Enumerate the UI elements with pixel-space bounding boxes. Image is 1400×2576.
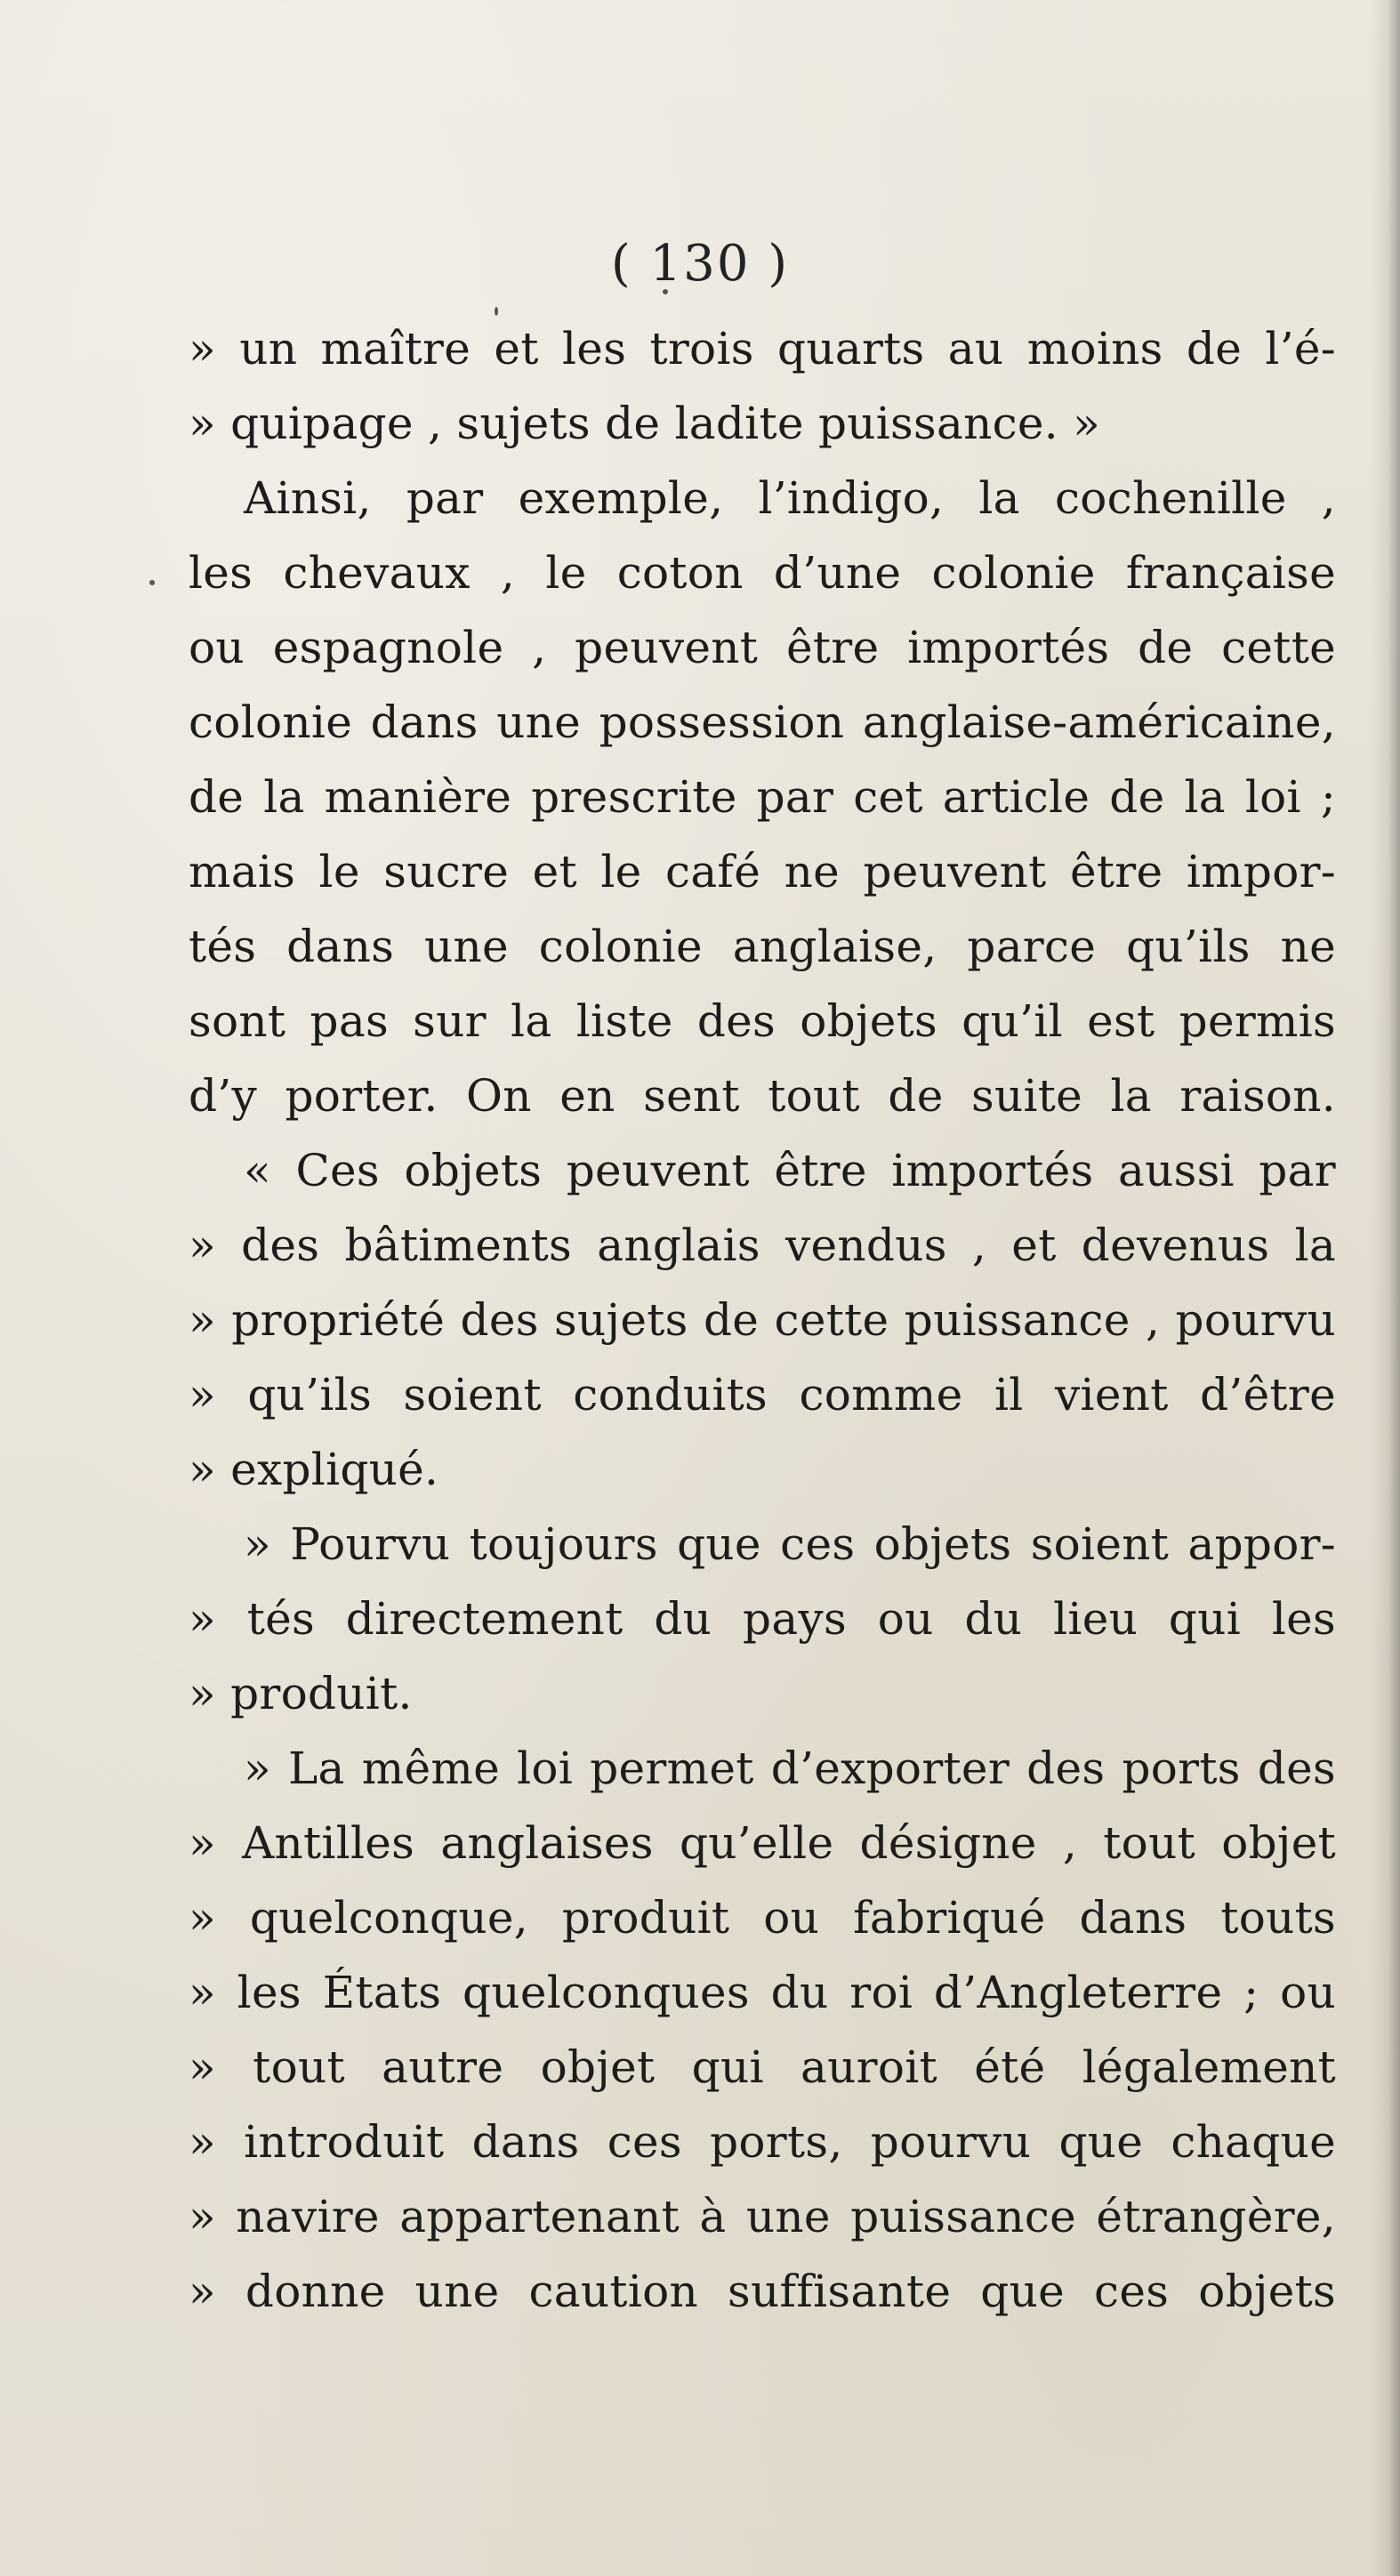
text-line: » Antilles anglaises qu’elle désigne , tout objet xyxy=(189,1817,1336,1869)
text-line: » un maître et les trois quarts au moins de l’é- xyxy=(189,323,1336,374)
page-number: ( 130 ) xyxy=(610,235,790,293)
text-line: » produit. xyxy=(189,1668,413,1719)
text-line: » expliqué. xyxy=(189,1444,439,1495)
text-line: de la manière prescrite par cet article de la loi ; xyxy=(189,771,1336,823)
text-line: » qu’ils soient conduits comme il vient d’être xyxy=(189,1369,1336,1421)
text-line: « Ces objets peuvent être importés aussi par xyxy=(244,1145,1336,1196)
text-line: sont pas sur la liste des objets qu’il est permis xyxy=(189,995,1336,1047)
body-text xyxy=(189,311,1336,2329)
text-line: Ainsi, par exemple, l’indigo, la cochenille , xyxy=(244,472,1336,524)
text-line: » La même loi permet d’exporter des ports des xyxy=(244,1743,1336,1794)
text-line: les chevaux , le coton d’une colonie française xyxy=(189,547,1336,599)
page-edge-shadow xyxy=(1370,0,1400,2576)
text-line: mais le sucre et le café ne peuvent être impor- xyxy=(189,846,1336,898)
text-line: » des bâtiments anglais vendus , et devenus la xyxy=(189,1220,1336,1271)
text-line: » tés directement du pays ou du lieu qui les xyxy=(189,1593,1336,1645)
text-line: d’y porter. On en sent tout de suite la raison. xyxy=(189,1070,1336,1122)
text-line: » propriété des sujets de cette puissance , pourvu xyxy=(189,1294,1336,1346)
text-line: » quelconque, produit ou fabriqué dans touts xyxy=(189,1892,1336,1944)
text-line: » quipage , sujets de ladite puissance. » xyxy=(189,398,1101,449)
text-line: » navire appartenant à une puissance étrangère, xyxy=(189,2191,1336,2242)
text-line: » introduit dans ces ports, pourvu que chaque xyxy=(189,2116,1336,2168)
text-line: » tout autre objet qui auroit été légalement xyxy=(189,2041,1336,2093)
ink-speck xyxy=(149,580,155,585)
text-line: » les États quelconques du roi d’Angleterre ; ou xyxy=(189,1967,1336,2018)
text-line: » Pourvu toujours que ces objets soient appor- xyxy=(244,1518,1336,1570)
text-line: tés dans une colonie anglaise, parce qu’ils ne xyxy=(189,921,1336,972)
text-line: colonie dans une possession anglaise-américaine, xyxy=(189,696,1336,748)
text-line: ou espagnole , peuvent être importés de cette xyxy=(189,622,1336,673)
text-line: » donne une caution suffisante que ces objets xyxy=(189,2266,1336,2317)
